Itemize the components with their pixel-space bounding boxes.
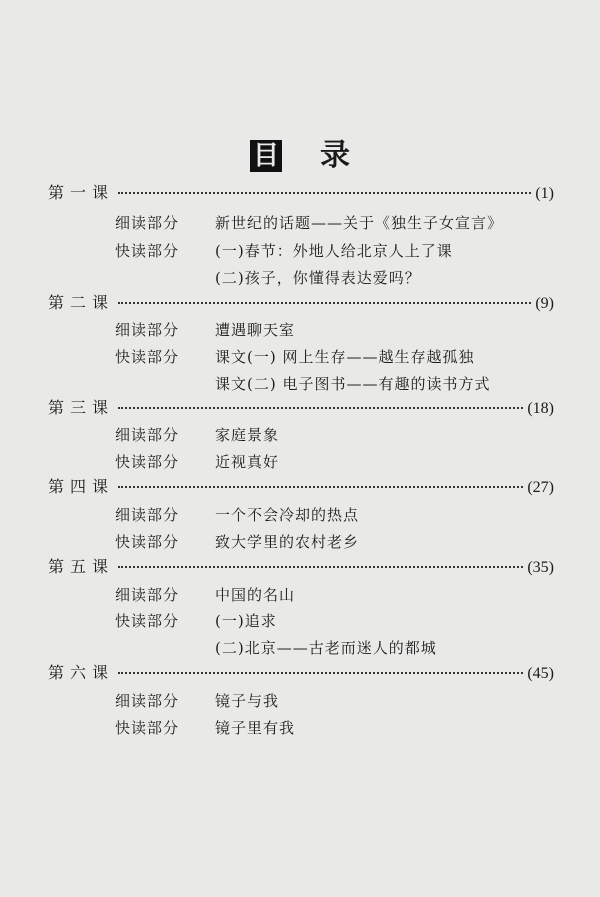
lesson-row[interactable] [48,292,554,314]
toc-title [0,140,600,180]
toc-entry[interactable] [115,450,279,474]
entry-category: 快读部分 [115,612,180,630]
entry-text: 课文(二) 电子图书——有趣的读书方式 [215,375,491,393]
toc-entry[interactable] [115,266,421,290]
lesson-row[interactable] [48,556,554,578]
lesson-name: 第四课 [48,477,115,496]
entry-text: 中国的名山 [215,586,296,604]
entry-text: 家庭景象 [215,426,280,444]
toc-entry[interactable] [115,318,295,342]
lesson-name: 第六课 [48,663,115,682]
entry-category: 细读部分 [115,506,180,524]
entry-category: 快读部分 [115,348,180,366]
entry-text: 镜子与我 [215,692,280,710]
toc-entry[interactable] [115,689,279,713]
leader-dots [118,301,531,304]
page-number: (18) [527,400,554,417]
lesson-name: 第二课 [48,293,115,312]
entry-category: 快读部分 [115,242,180,260]
page-number: (1) [535,185,554,202]
entry-text: 新世纪的话题——关于《独生子女宣言》 [215,214,504,232]
toc-entry[interactable] [115,583,295,607]
page-number: (45) [527,665,554,682]
title-char-boxed: 目 [250,140,282,172]
toc-entry[interactable] [115,211,503,235]
lesson-name: 第三课 [48,398,115,417]
entry-text: (一)追求 [215,612,277,630]
toc-entry[interactable] [115,423,279,447]
toc-entry[interactable] [115,609,277,633]
entry-text: 一个不会冷却的热点 [215,506,360,524]
entry-text: 遭遇聊天室 [215,321,296,339]
toc-entry[interactable] [115,716,295,740]
lesson-row[interactable] [48,662,554,684]
leader-dots [118,565,523,568]
entry-category: 细读部分 [115,586,180,604]
entry-category: 细读部分 [115,426,180,444]
entry-category: 细读部分 [115,321,180,339]
entry-text: (二)孩子，你懂得表达爱吗？ [215,269,421,287]
entry-text: 近视真好 [215,453,280,471]
lesson-row[interactable] [48,182,554,204]
toc-entry[interactable] [115,503,359,527]
entry-category: 快读部分 [115,453,180,471]
lesson-name: 第一课 [48,183,115,202]
leader-dots [118,406,523,409]
entry-category: 细读部分 [115,692,180,710]
lesson-name: 第五课 [48,557,115,576]
toc-entry[interactable] [115,239,453,263]
page-number: (9) [535,295,554,312]
entry-category: 快读部分 [115,533,180,551]
toc-entry[interactable] [115,345,474,369]
entry-text: 课文(一) 网上生存——越生存越孤独 [215,348,475,366]
lesson-row[interactable] [48,397,554,419]
entry-category: 细读部分 [115,214,180,232]
entry-text: 镜子里有我 [215,719,296,737]
page-number: (27) [527,479,554,496]
toc-entry[interactable] [115,636,437,660]
entry-text: (二)北京——古老而迷人的都城 [215,639,437,657]
entry-category: 快读部分 [115,719,180,737]
entry-text: 致大学里的农村老乡 [215,533,360,551]
lesson-row[interactable] [48,476,554,498]
toc-entry[interactable] [115,372,490,396]
leader-dots [118,191,531,194]
leader-dots [118,485,523,488]
toc-entry[interactable] [115,530,359,554]
leader-dots [118,671,523,674]
title-char: 录 [320,138,350,173]
entry-text: (一)春节：外地人给北京人上了课 [215,242,453,260]
page-number: (35) [527,559,554,576]
